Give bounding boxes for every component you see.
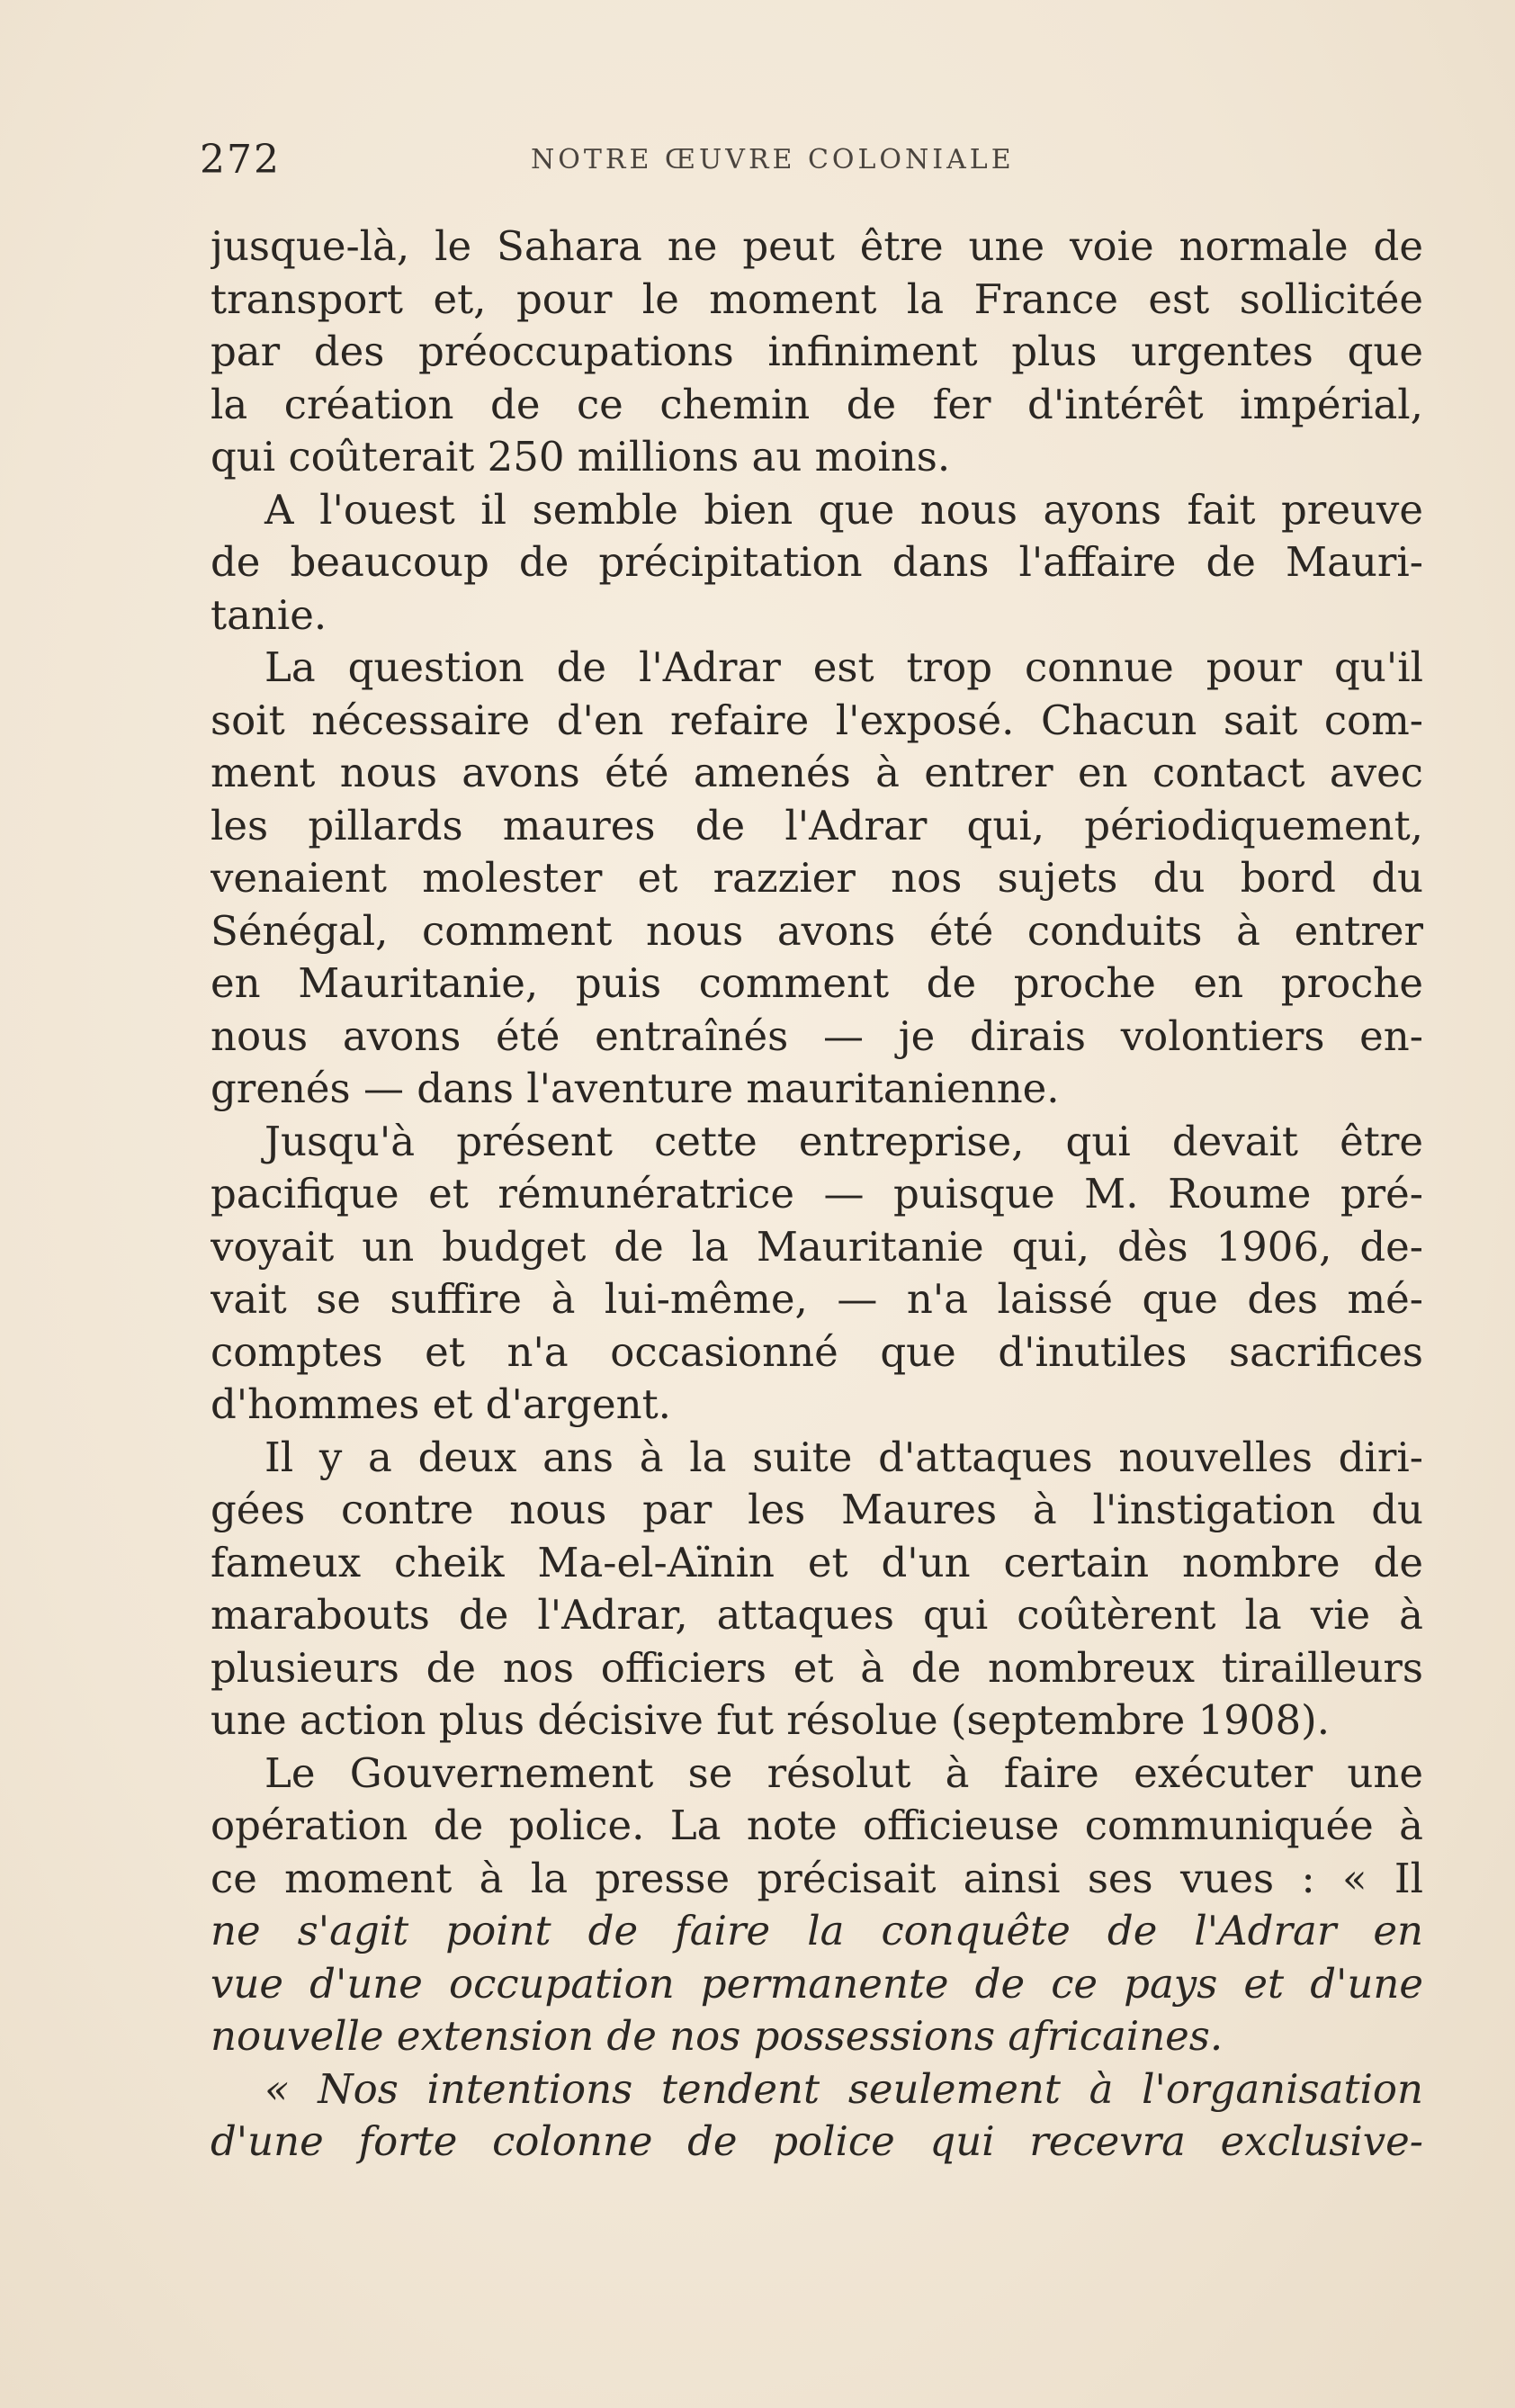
text-line: d'une forte colonne de police qui recevra exclusive-: [211, 2117, 1423, 2165]
running-head: NOTRE ŒUVRE COLONIALE: [531, 144, 1015, 175]
text-line: comptes et n'a occasionné que d'inutiles sacrifices: [211, 1327, 1423, 1376]
text-line: les pillards maures de l'Adrar qui, périodiquement,: [211, 801, 1423, 849]
text-line: opération de police. La note officieuse communiquée à: [211, 1802, 1423, 1849]
text-line: Il y a deux ans à la suite d'attaques nouvelles diri-: [264, 1433, 1423, 1481]
text-line: transport et, pour le moment la France est sollicitée: [211, 274, 1423, 323]
text-line: ment nous avons été amenés à entrer en contact avec: [211, 749, 1423, 796]
text-line: marabouts de l'Adrar, attaques qui coûtèrent la vie à: [211, 1591, 1423, 1639]
text-line: fameux cheik Ma-el-Aïnin et d'un certain nombre de: [211, 1538, 1423, 1586]
text-line: Sénégal, comment nous avons été conduits à entrer: [211, 906, 1423, 955]
text-line: soit nécessaire d'en refaire l'exposé. Chacun sait com-: [211, 696, 1423, 744]
text-line: en Mauritanie, puis comment de proche en proche: [211, 959, 1423, 1007]
text-line: Jusqu'à présent cette entreprise, qui devait être: [264, 1117, 1423, 1165]
text-line: pacifique et rémunératrice — puisque M. Roume pré-: [211, 1170, 1423, 1217]
text-line: ce moment à la presse précisait ainsi ses vues : « Il: [211, 1854, 1423, 1902]
text-line: « Nos intentions tendent seulement à l'organisation: [264, 2064, 1423, 2113]
text-line: A l'ouest il semble bien que nous ayons fait preuve: [264, 485, 1423, 534]
text-line: de beaucoup de précipitation dans l'affaire de Mauri-: [211, 538, 1423, 586]
text-line: par des préoccupations infiniment plus urgentes que: [211, 328, 1423, 375]
text-line: tanie.: [211, 590, 327, 639]
text-line: qui coûterait 250 millions au moins.: [211, 433, 951, 481]
text-line: d'hommes et d'argent.: [211, 1380, 671, 1428]
text-line: vue d'une occupation permanente de ce pays et d'une: [211, 1959, 1423, 2008]
text-line: ne s'agit point de faire la conquête de l'Adrar en: [211, 1907, 1423, 1954]
text-line: nous avons été entraînés — je dirais volontiers en-: [211, 1011, 1423, 1060]
text-line: Le Gouvernement se résolut à faire exécuter une: [264, 1748, 1423, 1797]
text-line: vait se suffire à lui-même, — n'a laissé que des mé-: [211, 1275, 1423, 1323]
text-line: jusque-là, le Sahara ne peut être une voie normale de: [211, 222, 1423, 270]
text-line: gées contre nous par les Maures à l'instigation du: [211, 1486, 1423, 1533]
text-line: La question de l'Adrar est trop connue pour qu'il: [264, 643, 1423, 691]
text-line: venaient molester et razzier nos sujets du bord du: [211, 854, 1423, 902]
page-number: 272: [200, 137, 281, 183]
body-text: [211, 220, 1423, 2169]
text-line: plusieurs de nos officiers et à de nombreux tirailleurs: [211, 1643, 1423, 1692]
text-line: voyait un budget de la Mauritanie qui, dès 1906, de-: [211, 1222, 1423, 1271]
text-line: grenés — dans l'aventure mauritanienne.: [211, 1065, 1060, 1112]
text-line: la création de ce chemin de fer d'intérêt impérial,: [211, 380, 1423, 428]
text-line: nouvelle extension de nos possessions africaines.: [211, 2012, 1224, 2060]
text-line: une action plus décisive fut résolue (septembre 1908).: [211, 1696, 1331, 1744]
